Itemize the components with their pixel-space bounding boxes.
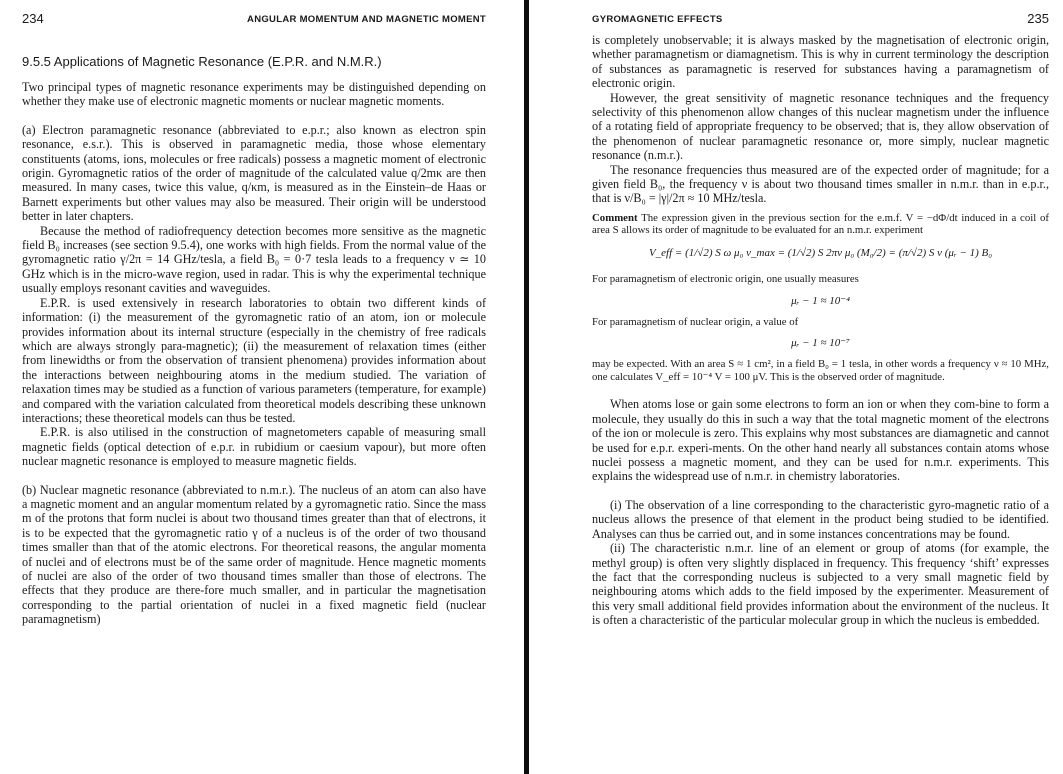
equation-electronic: μᵣ − 1 ≈ 10⁻⁴ <box>791 294 850 307</box>
left-page <box>0 0 528 774</box>
observation-paragraph: (i) The observation of a line corresponding to the characteristic gyro-magnetic ratio of a nucleus allows the presence of that element in the product being studied to be identified. Analyses can thus be carried out, and in some instances concentrations may be found. <box>592 497 1049 541</box>
intro-paragraph: Two principal types of magnetic resonance experiments may be distinguished depending on whether they make use of electronic magnetic moments or nuclear magnetic moments. <box>22 80 486 109</box>
left-running-head <box>22 11 486 33</box>
left-page-number: 234 <box>22 11 44 26</box>
unobservable-paragraph: is completely unobservable; it is always masked by the magnetisation of electronic origin, whether paramagnetism or diamagnetism. This is why in current terminology the description of substances as paramagnetic is reserved for substances having a paramagnetism of electronic origin. <box>592 33 1049 91</box>
expected-value-text: may be expected. With an area S ≈ 1 cm², in a field B₀ = 1 tesla, in other words a frequency ν ≈ 10 MHz, one calculates V_eff = 10⁻⁴ V = 100 μV. This is the observed order of magnitude. <box>592 358 1049 383</box>
book-gutter <box>524 0 529 774</box>
nmr-paragraph: (b) Nuclear magnetic resonance (abbreviated to n.m.r.). The nucleus of an atom can also have a magnetic moment and an angular momentum related by a gyromagnetic ratio. Since the mass m of the protons that form nuclei is about two thousand times greater than that of electrons, it is to be expected that the gyromagnetic ratio γ of a nucleus is of the order of two thousand times smaller than that of the atomic electrons. For theoretical reasons, the angular momenta of nuclei and of electrons must be of the same order of magnitude. Hence magnetic moments of nuclei are also of the order of two thousand times smaller than those of electrons. The effects that they produce are there-fore much smaller, and in particular the magnetisation corresponding to the partial orientation of nuclei in a fixed magnetic field (nuclear paramagnetism) <box>22 482 486 627</box>
right-running-head <box>592 11 1049 33</box>
right-running-title: GYROMAGNETIC EFFECTS <box>592 14 723 25</box>
resonance-frequency-paragraph: The resonance frequencies thus measured are of the expected order of magnitude; for a given field B₀, the frequency ν is about two thousand times smaller in n.m.r. than in e.p.r., that is ν/B₀ = |γ|/2π ≈ 10 MHz/tesla. <box>592 162 1049 206</box>
shift-paragraph: (ii) The characteristic n.m.r. line of an element or group of atoms (for example, the methyl group) is often very slightly displaced in frequency. This frequency ‘shift’ expresses the fact that the corresponding nucleus is subjected to a very small magnetic field by neighbouring atoms which adds to the field imposed by the experimenter. Measurement of this very small additional field provides information about the environment of the nucleus. It is often a characteristic of the particular molecular group in which the nucleus is embedded. <box>592 541 1049 628</box>
section-title: 9.5.5 Applications of Magnetic Resonance (E.P.R. and N.M.R.) <box>22 54 382 69</box>
equation-veff: V_eff = (1/√2) S ω μ₀ v_max = (1/√2) S 2πν μ₀ (M₀/2) = (π/√2) S ν (μᵣ − 1) B₀ <box>648 247 993 260</box>
right-page-number: 235 <box>1027 11 1049 26</box>
comment-block <box>592 212 1049 237</box>
equation-nuclear: μᵣ − 1 ≈ 10⁻⁷ <box>791 337 850 350</box>
magnetometer-paragraph: E.P.R. is also utilised in the construction of magnetometers capable of measuring small magnetic fields (optical detection of e.p.r. in rubidium or caesium vapour), but more often nuclear magnetic resonance is employed to measure magnetic fields. <box>22 425 486 469</box>
comment-label: Comment <box>592 211 638 224</box>
diamagnetic-paragraph: When atoms lose or gain some electrons to form an ion or when they com-bine to form a molecule, they usually do this in such a way that the total magnetic moment of the electrons of the ion or molecule is zero. This explains why most substances are diamagnetic and cannot be used for e.p.r. experi-ments. On the other hand nearly all substances contain atoms whose nuclei possess a magnetic moment, and they can be used for n.m.r. experiments. This explains the widespread use of n.m.r. in chemistry laboratories. <box>592 397 1049 484</box>
sensitivity-paragraph: However, the great sensitivity of magnetic resonance techniques and the frequency selectivity of this phenomenon allow changes of this nuclear magnetism under the influence of a rotating field of appropriate frequency to be observed; that is, they allow observation of the phenomenon of nuclear paramagnetic resonance or, more simply, nuclear magnetic resonance (n.m.r.). <box>592 90 1049 163</box>
left-running-title: ANGULAR MOMENTUM AND MAGNETIC MOMENT <box>247 14 486 25</box>
nuclear-origin-text: For paramagnetism of nuclear origin, a value of <box>592 315 799 328</box>
epr-uses-paragraph: E.P.R. is used extensively in research laboratories to obtain two different kinds of information: (i) the measurement of the gyromagnetic ratio of an atom, ion or molecule provides information about its internal structure (especially in the chemistry of free radicals which are always strongly para-magnetic); (ii) the measurement of relaxation times (either from linewidths or from the observation of transient phenomena) provides information about the interactions between neighbouring atoms in the medium studied. The variation of relaxation times may be studied as a function of various parameters (temperature, for example) and compared with the variation calculated from theoretical models describing these unknown interactions; these theoretical models can thus be tested. <box>22 295 486 425</box>
electronic-origin-text: For paramagnetism of electronic origin, one usually measures <box>592 273 859 286</box>
comment-text: The expression given in the previous section for the e.m.f. V = −dΦ/dt induced in a coil of area S allows its order of magnitude to be evaluated for an n.m.r. experiment <box>592 211 1049 237</box>
epr-paragraph: (a) Electron paramagnetic resonance (abbreviated to e.p.r.; also known as electron spin resonance, e.s.r.). This is observed in paramagnetic media, those whose elementary constituents (atoms, ions, molecules or free radicals) possess a magnetic moment of electronic origin. Gyromagnetic ratios of the order of magnitude of the calculated value q/2mκ are then measured. In many cases, twice this value, q/κm, is measured as in the Einstein–de Haas or Barnett experiments but other values may also be measured. Their origin will be understood better in later chapters. <box>22 122 486 224</box>
right-page <box>534 0 1063 774</box>
radiofrequency-paragraph: Because the method of radiofrequency detection becomes more sensitive as the magnetic field B₀ increases (see section 9.5.4), one works with high fields. From the normal value of the gyromagnetic ratio γ/2π = 14 GHz/tesla, a field B₀ = 0·7 tesla leads to a frequency ν ≃ 10 GHz which is in the micro-wave region, used in radar. This is why the experimental technique usually employs resonant cavities and waveguides. <box>22 223 486 296</box>
